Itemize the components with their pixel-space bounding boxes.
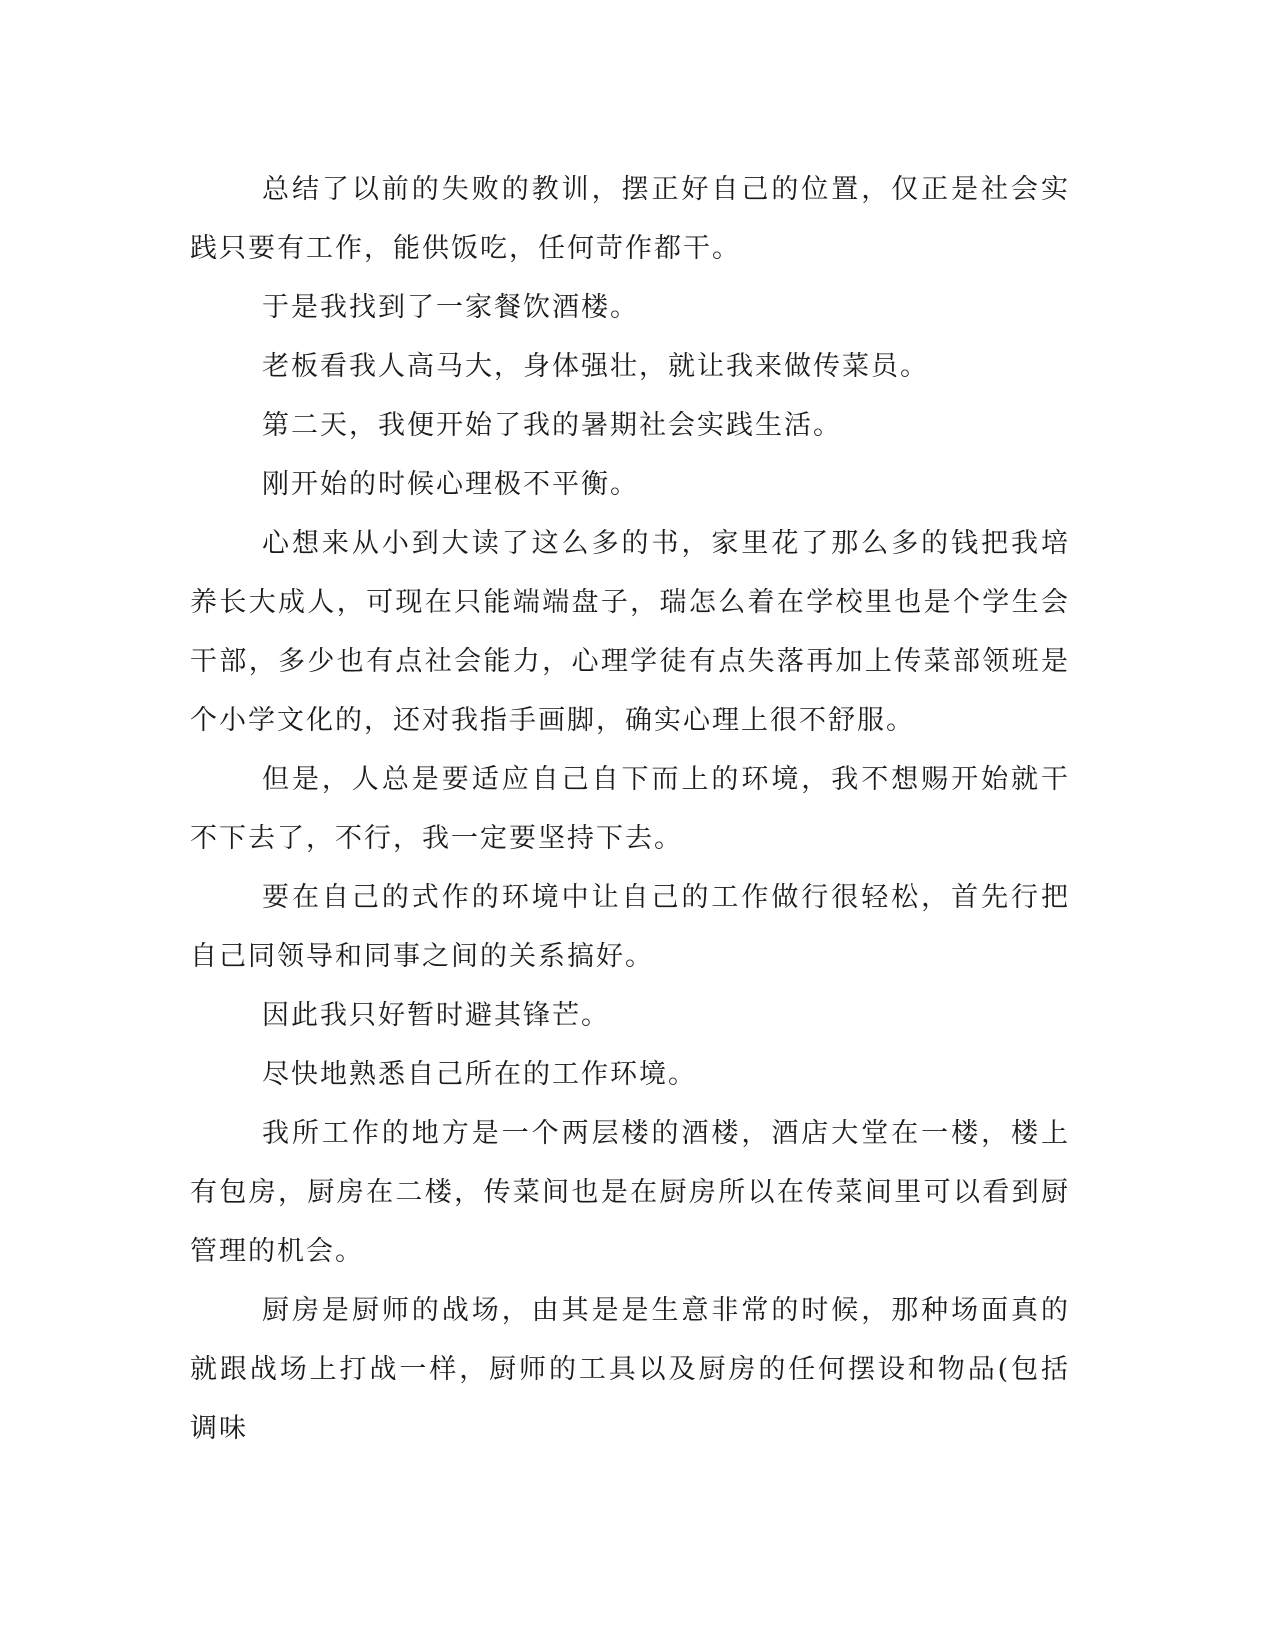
paragraph: 刚开始的时候心理极不平衡。 <box>262 469 639 500</box>
paragraph: 第二天，我便开始了我的暑期社会实践生活。 <box>262 410 842 441</box>
paragraph: 但是，人总是要适应自己自下而上的环境，我不想赐开始就干不下去了，不行，我一定要坚持下去。 <box>190 764 1070 854</box>
paragraph: 老板看我人高马大，身体强壮，就让我来做传菜员。 <box>262 351 929 382</box>
paragraph: 尽快地熟悉自己所在的工作环境。 <box>262 1059 697 1090</box>
paragraph: 要在自己的式作的环境中让自己的工作做行很轻松，首先行把自己同领导和同事之间的关系搞好。 <box>190 882 1070 972</box>
paragraph: 心想来从小到大读了这么多的书，家里花了那么多的钱把我培养长大成人，可现在只能端端盘子，瑞怎么着在学校里也是个学生会干部，多少也有点社会能力，心理学徒有点失落再加上传菜部领班是个小学文化的，还对我指手画脚，确实心理上很不舒服。 <box>190 528 1070 736</box>
paragraph: 因此我只好暂时避其锋芒。 <box>262 1000 610 1031</box>
paragraph: 我所工作的地方是一个两层楼的酒楼，酒店大堂在一楼，楼上有包房，厨房在二楼，传菜间也是在厨房所以在传菜间里可以看到厨管理的机会。 <box>190 1118 1070 1267</box>
paragraph: 于是我找到了一家餐饮酒楼。 <box>262 292 639 323</box>
paragraph: 厨房是厨师的战场，由其是是生意非常的时候，那种场面真的就跟战场上打战一样，厨师的工具以及厨房的任何摆设和物品(包括调味 <box>190 1295 1070 1444</box>
document-body <box>190 160 1070 1458</box>
paragraph: 总结了以前的失败的教训，摆正好自己的位置，仅正是社会实践只要有工作，能供饭吃，任何苛作都干。 <box>190 174 1070 264</box>
